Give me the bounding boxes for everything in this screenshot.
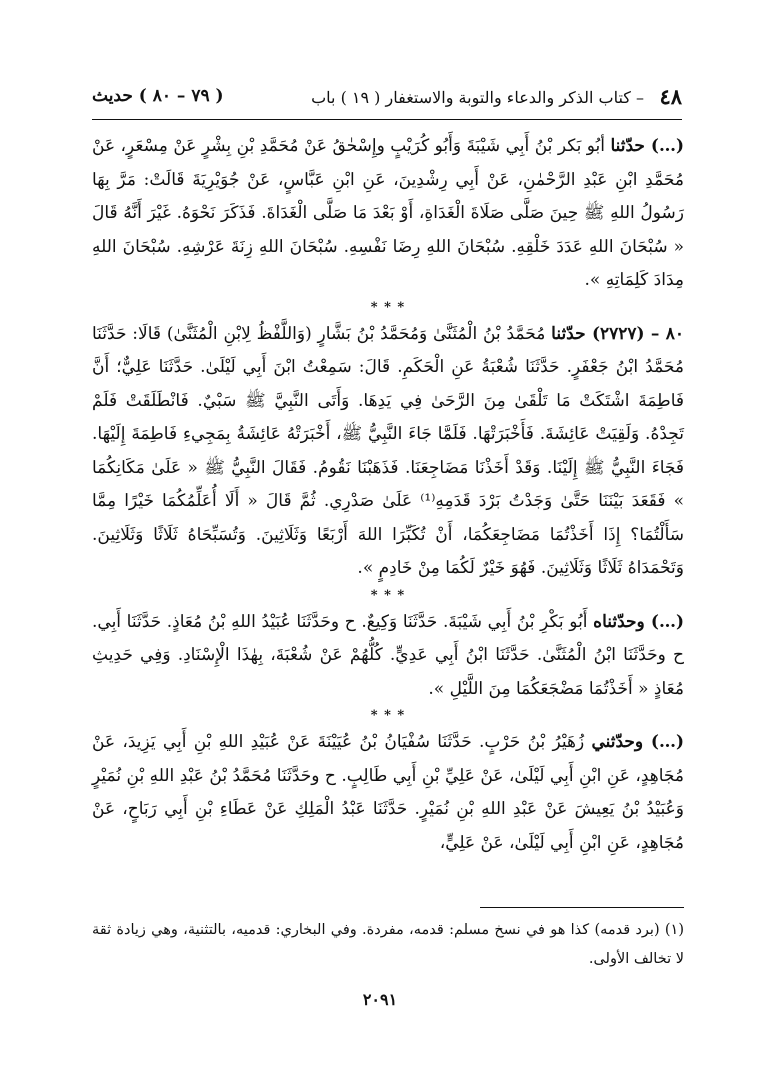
hadith-text: مُحَمَّدُ بْنُ الْمُثَنَّىٰ وَمُحَمَّدُ بْنُ بَشَّارٍ (وَاللَّفْظُ لِابْنِ الْمُثَنَّىٰ) قَالَا: حَدَّثَنَا مُحَمَّدُ ابْنُ جَعْفَرٍ. حَدَّثَنَا شُعْبَةُ عَنِ الْحَكَمِ. قَالَ: سَمِعْتُ ابْنَ أَبِي لَيْلَىٰ. حَدَّثَنَا عَلِيٌّ؛ أَنَّ فَاطِمَةَ اشْتَكَتْ مَا تَلْقَىٰ مِنَ الرَّحَىٰ فِي يَدِهَا. وَأَتَى النَّبِيَّ ﷺ سَبْيٌ. فَانْطَلَقَتْ فَلَمْ تَجِدْهُ. وَلَقِيَتْ عَائِشَةَ. فَأَخْبَرَتْهَا. فَلَمَّا جَاءَ النَّبِيُّ ﷺ، أَخْبَرَتْهُ عَائِشَةُ بِمَجِيءِ فَاطِمَةَ إِلَيْهَا. فَجَاءَ النَّبِيُّ ﷺ إِلَيْنَا. وَقَدْ أَخَذْنَا مَضَاجِعَنَا. فَذَهَبْنَا نَقُومُ. فَقَالَ النَّبِيُّ ﷺ « عَلَىٰ مَكَانِكُمَا » فَقَعَدَ بَيْنَنَا حَتَّىٰ وَجَدْتُ بَرْدَ قَدَمِهِ⁽¹⁾ عَلَىٰ صَدْرِي. ثُمَّ قَالَ « أَلَا أُعَلِّمُكُمَا خَيْرًا مِمَّا سَأَلْتُمَا؟ إِذَا أَخَذْتُمَا مَضَاجِعَكُمَا، أَنْ تُكَبِّرَا اللهَ أَرْبَعًا وَثَلَاثِينَ. وَتُسَبِّحَاهُ ثَلَاثًا وَثَلَاثِينَ. وَتَحْمَدَاهُ ثَلَاثًا وَثَلَاثِينَ. فَهُوَ خَيْرٌ لَكُمَا مِنْ خَادِمٍ ». [92,323,684,578]
hadith-text: أَبُو بَكْرِ بْنُ أَبِي شَيْبَةَ. حَدَّثَنَا وَكِيعٌ. ح وحَدَّثَنَا عُبَيْدُ اللهِ بْنُ مُعَاذٍ. حَدَّثَنَا أَبِي. ح وحَدَّثَنَا ابْنُ الْمُثَنَّىٰ. حَدَّثَنَا ابْنُ أَبِي عَدِيٍّ. كُلُّهُمْ عَنْ شُعْبَةَ، بِهٰذَا الْإِسْنَادِ. وَفِي حَدِيثِ مُعَاذٍ « أَخَذْتُمَا مَضْجَعَكُمَا مِنَ اللَّيْلِ ». [92,611,684,699]
page-number-bottom: ٢٠٩١ [362,990,398,1009]
footnote: (١) (برد قدمه) كذا هو في نسخ مسلم: قدمه، مفردة. وفي البخاري: قدميه، بالتثنية، وهي زيادة ثقة لا تخالف الأولى. [92,922,684,967]
hadith-paragraph [92,606,684,707]
section-separator: * * * [370,299,406,315]
main-text [92,130,684,860]
section-separator: * * * [370,708,406,723]
header-chapter-title: – كتاب الذكر والدعاء والتوبة والاستغفار ( ١٩ ) باب [311,88,644,107]
narration-lead: ٨٠ – (٢٧٢٧) حدّثنا [551,323,685,344]
hadith-paragraph [92,130,684,298]
footnote-divider [480,907,684,908]
hadith-paragraph [92,726,684,860]
section-separator: * * * [370,587,406,603]
narration-lead: (…) وحدّثناه [593,611,684,632]
hadith-text: أبُو بَكر بْنُ أَبِي شَيْبَةَ وَأَبُو كُرَيْبٍ وإِسْحٰقُ عَنْ مُحَمَّدِ بْنِ بِشْرٍ عَنْ مِسْعَرٍ، عَنْ مُحَمَّدِ ابْنِ عَبْدِ الرَّحْمٰنِ، عَنْ أَبِي رِشْدِينَ، عَنِ ابْنِ عَبَّاسٍ، عَنْ جُوَيْرِيَةَ قَالَتْ: مَرَّ بِهَا رَسُولُ اللهِ ﷺ حِينَ صَلَّى صَلَاةَ الْغَدَاةِ، أَوْ بَعْدَ مَا صَلَّى الْغَدَاةَ. فَذَكَرَ نَحْوَهُ. غَيْرَ أَنَّهُ قَالَ « سُبْحَانَ اللهِ عَدَدَ خَلْقِهِ. سُبْحَانَ اللهِ رِضَا نَفْسِهِ. سُبْحَانَ اللهِ زِنَةَ عَرْشِهِ. سُبْحَانَ اللهِ مِدَادَ كَلِمَاتِهِ ». [92,136,684,290]
header-page-number: ٤٨ [659,84,682,109]
hadith-paragraph [92,318,684,586]
narration-lead: (…) حدّثنا [610,136,684,156]
narration-lead: (…) وحدّثني [591,732,684,752]
header-divider [92,119,682,120]
header-hadith-range: ( ٧٩ – ٨٠ ) حديث [92,86,224,106]
page-header [92,84,682,114]
hadith-text: زُهَيْرُ بْنُ حَرْبٍ. حَدَّثَنَا سُفْيَانُ بْنُ عُيَيْنَةَ عَنْ عُبَيْدِ اللهِ بْنِ أَبِي يَزِيدَ، عَنْ مُجَاهِدٍ، عَنِ ابْنِ أَبِي لَيْلَىٰ، عَنْ عَلِيِّ بْنِ أَبِي طَالِبٍ. ح وحَدَّثَنَا مُحَمَّدُ بْنُ عَبْدِ اللهِ بْنِ نُمَيْرٍ وَعُبَيْدُ بْنُ يَعِيشَ عَنْ عَبْدِ اللهِ بْنِ نُمَيْرٍ. حَدَّثَنَا عَبْدُ الْمَلِكِ عَنْ عَطَاءِ بْنِ أَبِي رَبَاحٍ، عَنْ مُجَاهِدٍ، عَنِ ابْنِ أَبِي لَيْلَىٰ، عَنْ عَلِيٍّ، [92,732,684,853]
